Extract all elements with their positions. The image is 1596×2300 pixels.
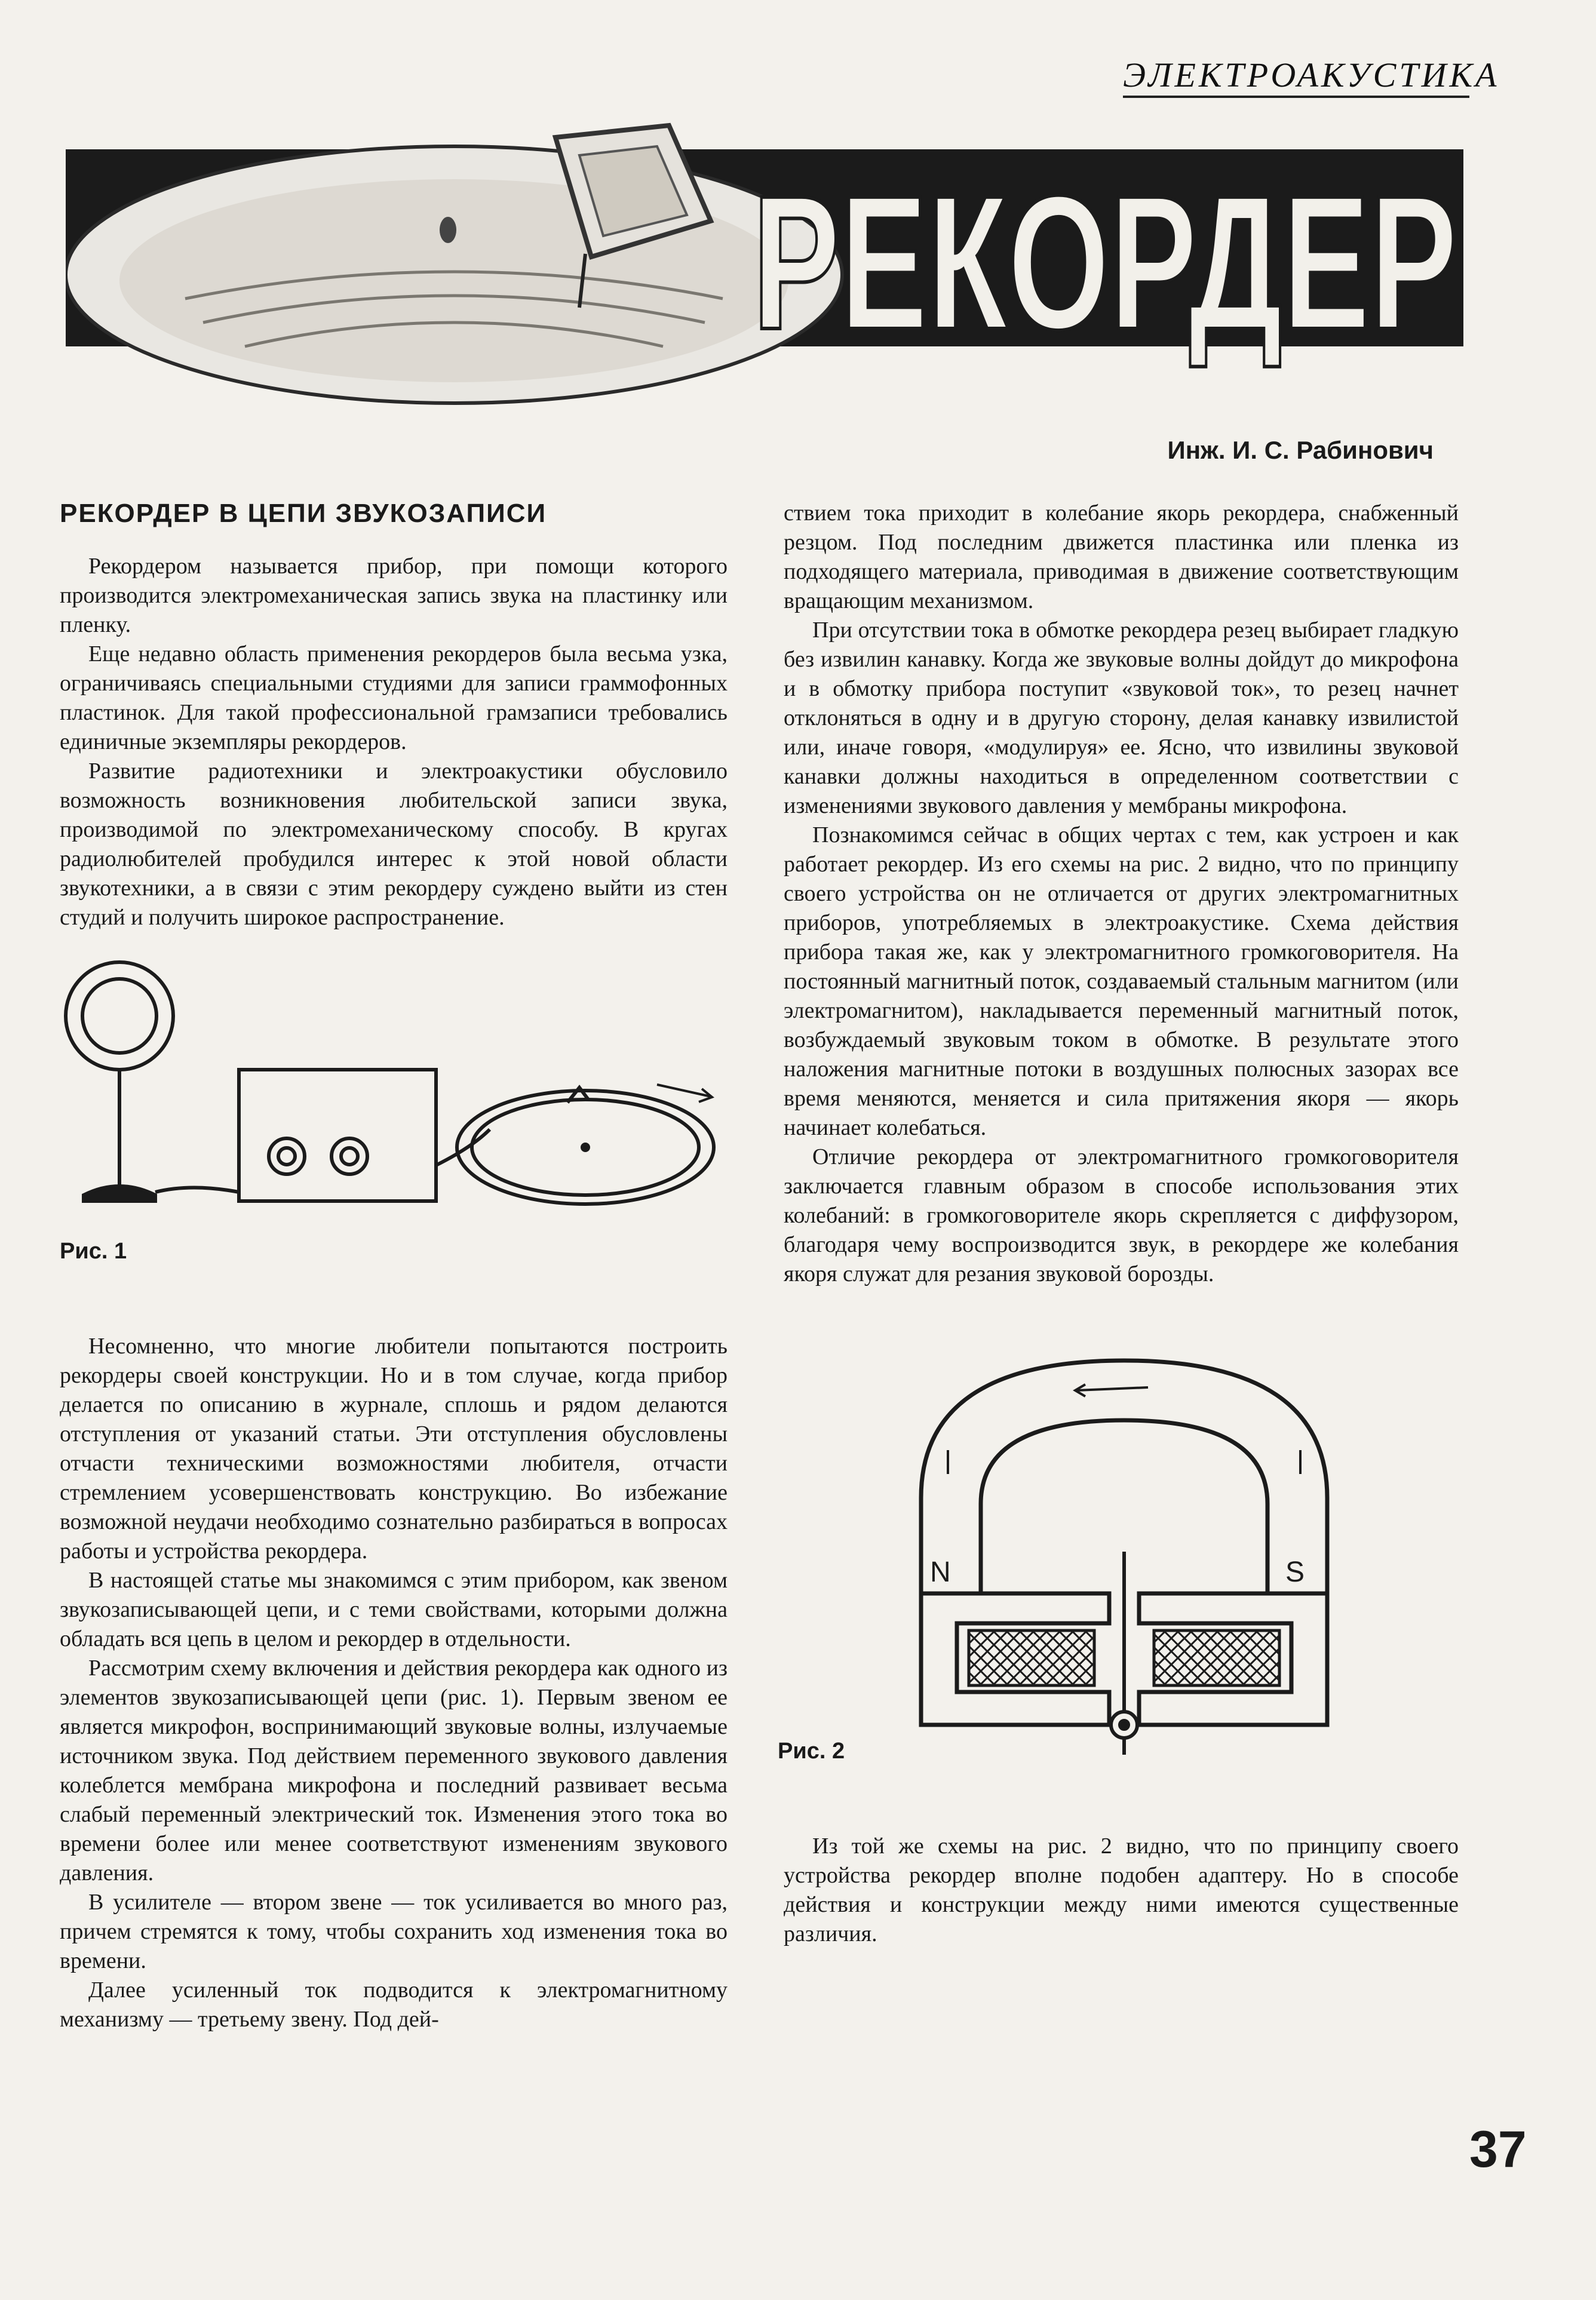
amplifier-drawing (239, 1070, 490, 1201)
figure-1-caption: Рис. 1 (60, 1239, 127, 1264)
paragraph: В настоящей статье мы знакомимся с этим прибором, как звеном звукозаписывающей цепи, и с теми свойствами, которыми должна обладать вся цепь в целом и рекордер в отдельности. (60, 1568, 728, 1651)
section-label-rule (1123, 96, 1469, 98)
section-label: ЭЛЕКТРОАКУСТИКА (1123, 56, 1500, 94)
microphone-drawing (66, 962, 239, 1201)
paragraph: Несомненно, что многие любители попытаются построить рекордеры своей конструкции. Но и в том случае, когда прибор делается по описанию в журнале, сплошь и рядом делаются отступления от указаний статьи. Эти отступления обусловлены отчасти техническими возможностями любителя, отчасти стремлением усовершенствовать конструкцию. Во избежание возможной неудачи необходимо сознательно разбираться в вопросах работы и устройства рекордера. (60, 1334, 728, 1564)
paragraph-continuation: ствием тока приходит в колебание якорь рекордера, снабженный резцом. Под последним движется пластинка или пленка из подходящего материала, приводимая в движение соответствующим вращающим механизмом. (784, 500, 1459, 613)
turntable-drawing (457, 1085, 714, 1204)
left-column (60, 499, 728, 2034)
paragraph: Далее усиленный ток подводится к электромагнитному механизму — третьему звену. Под дей- (60, 1977, 728, 2032)
paragraph: Из той же схемы на рис. 2 видно, что по принципу своего устройства рекордер вполне подобен адаптеру. Но в способе действия и конструкции между ними имеются существенные различия. (784, 1834, 1459, 1946)
paragraph: Развитие радиотехники и электроакустики обусловило возможность возникновения любительской записи звука, производимой по электромеханическому способу. В кругах радиолюбителей пробудился интерес к этой новой области звукотехники, а в связи с этим рекордеру суждено выйти из стен студий и получить широкое распространение. (60, 759, 728, 930)
paragraph: Познакомимся сейчас в общих чертах с тем, как устроен и как работает рекордер. Из его схемы на рис. 2 видно, что по принципу своего устройства он не отличается от других электромагнитных приборов, употребляемых в электроакустике. Схема действия прибора такая же, как у электромагнитного громкоговорителя. На постоянный магнитный поток, создаваемый стальным магнитом (или электромагнитом), накладывается переменный магнитный поток, возбуждаемый звуковым током в обмотке. В результате этого наложения магнитные потоки в воздушных полюсных зазорах все время меняются, меняется и сила притяжения якоря — якорь начинает колебаться. (784, 822, 1459, 1140)
article-subheading: РЕКОРДЕР В ЦЕПИ ЗВУКОЗАПИСИ (60, 499, 547, 528)
figure-2-caption: Рис. 2 (778, 1739, 845, 1764)
paragraph: При отсутствии тока в обмотке рекордера резец выбирает гладкую без извилин канавку. Когда же звуковые волны дойдут до микрофона и в обмотку прибора поступит «звуковой ток», то резец начнет отклоняться в одну и в другую сторону, делая канавку извилистой или, иначе говоря, «модулируя» ее. Ясно, что извилины звуковой канавки должны находиться в определенном соответствии с изменениями звукового давления у мембраны микрофона. (784, 618, 1459, 818)
page-number: 37 (1469, 2121, 1527, 2178)
paragraph: Отличие рекордера от электромагнитного громкоговорителя заключается главным образом в способе использования этих колебаний: в громкоговорителе якорь скрепляется с диффузором, благодаря чему воспроизводится звук, в рекордере же колебания якоря служат для резания звуковой борозды. (784, 1144, 1459, 1286)
header-banner (66, 102, 1463, 412)
paragraph: Рассмотрим схему включения и действия рекордера как одного из элементов звукозаписывающей цепи (рис. 1). Первым звеном ее является микрофон, воспринимающий звуковые волны, излучаемые источником звука. Под действием переменного звукового давления колеблется мембрана микрофона и последний развивает весьма слабый переменный электрический ток. Изменения этого тока во времени более или менее соответствуют изменениям звукового давления. (60, 1656, 728, 1886)
title-letters (753, 155, 1457, 369)
armature-drawing (1111, 1552, 1137, 1755)
paragraph: Рекордером называется прибор, при помощи которого производится электромеханическая запись звука на пластинку или пленку. (60, 554, 728, 637)
coil-right (1154, 1630, 1279, 1685)
right-column (778, 499, 1459, 1949)
paragraph: В усилителе — втором звене — ток усиливается во много раз, причем стремятся к тому, чтобы сохранить ход изменения тока во времени. (60, 1890, 728, 1973)
author-byline: Инж. И. С. Рабинович (1167, 436, 1434, 464)
figure-1-recording-chain (60, 950, 728, 1231)
coil-left (969, 1630, 1094, 1685)
pole-s-label: S (1285, 1556, 1305, 1588)
pole-n-label: N (930, 1556, 951, 1588)
paragraph: Еще недавно область применения рекордеров была весьма узка, ограничиваясь специальными студиями для записи граммофонных пластинок. Для такой профессиональной грамзаписи требовались единичные экземпляры рекордеров. (60, 641, 728, 754)
figure-2-recorder-scheme (784, 1343, 1459, 1761)
article-title: РЕКОРДЕР (753, 155, 1457, 369)
